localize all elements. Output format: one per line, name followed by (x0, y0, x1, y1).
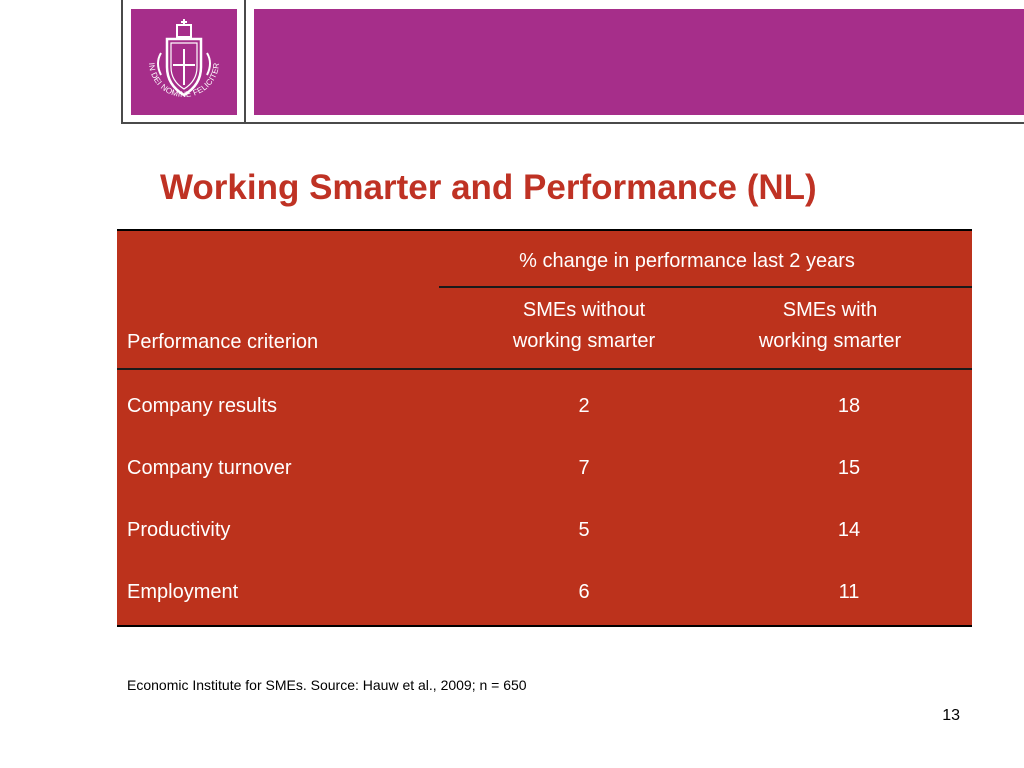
col-without-header-line1: SMEs without (522, 299, 646, 321)
row-value-without: 5 (578, 519, 590, 541)
row-criterion: Employment (127, 581, 239, 603)
col-without-header-line2: working smarter (512, 330, 656, 352)
row-value-without: 6 (578, 581, 590, 603)
group-header-rule (439, 286, 972, 288)
row-criterion: Company results (127, 395, 278, 417)
header-divider (244, 0, 246, 124)
col-with-header-line1: SMEs with (782, 299, 878, 321)
row-value-without: 2 (578, 395, 590, 417)
group-header: % change in performance last 2 years (519, 250, 855, 272)
university-logo (131, 9, 237, 115)
criterion-header: Performance criterion (127, 331, 319, 353)
row-value-with: 11 (838, 581, 860, 603)
seal-motto: IN DEI NOMINE FELICITER (146, 62, 222, 100)
row-value-with: 15 (837, 457, 861, 479)
performance-table (117, 229, 972, 627)
header-bottom-rule (117, 368, 972, 370)
row-value-with: 14 (837, 519, 861, 541)
row-value-with: 18 (837, 395, 861, 417)
source-footnote: Economic Institute for SMEs. Source: Hauw et al., 2009; n = 650 (127, 677, 527, 693)
row-criterion: Productivity (127, 519, 231, 541)
row-value-without: 7 (578, 457, 590, 479)
col-with-header-line2: working smarter (758, 330, 902, 352)
row-criterion: Company turnover (127, 457, 292, 479)
page-number: 13 (942, 707, 960, 724)
seal-icon (131, 9, 237, 115)
header-banner (254, 9, 1024, 115)
slide-title: Working Smarter and Performance (NL) (160, 168, 817, 207)
